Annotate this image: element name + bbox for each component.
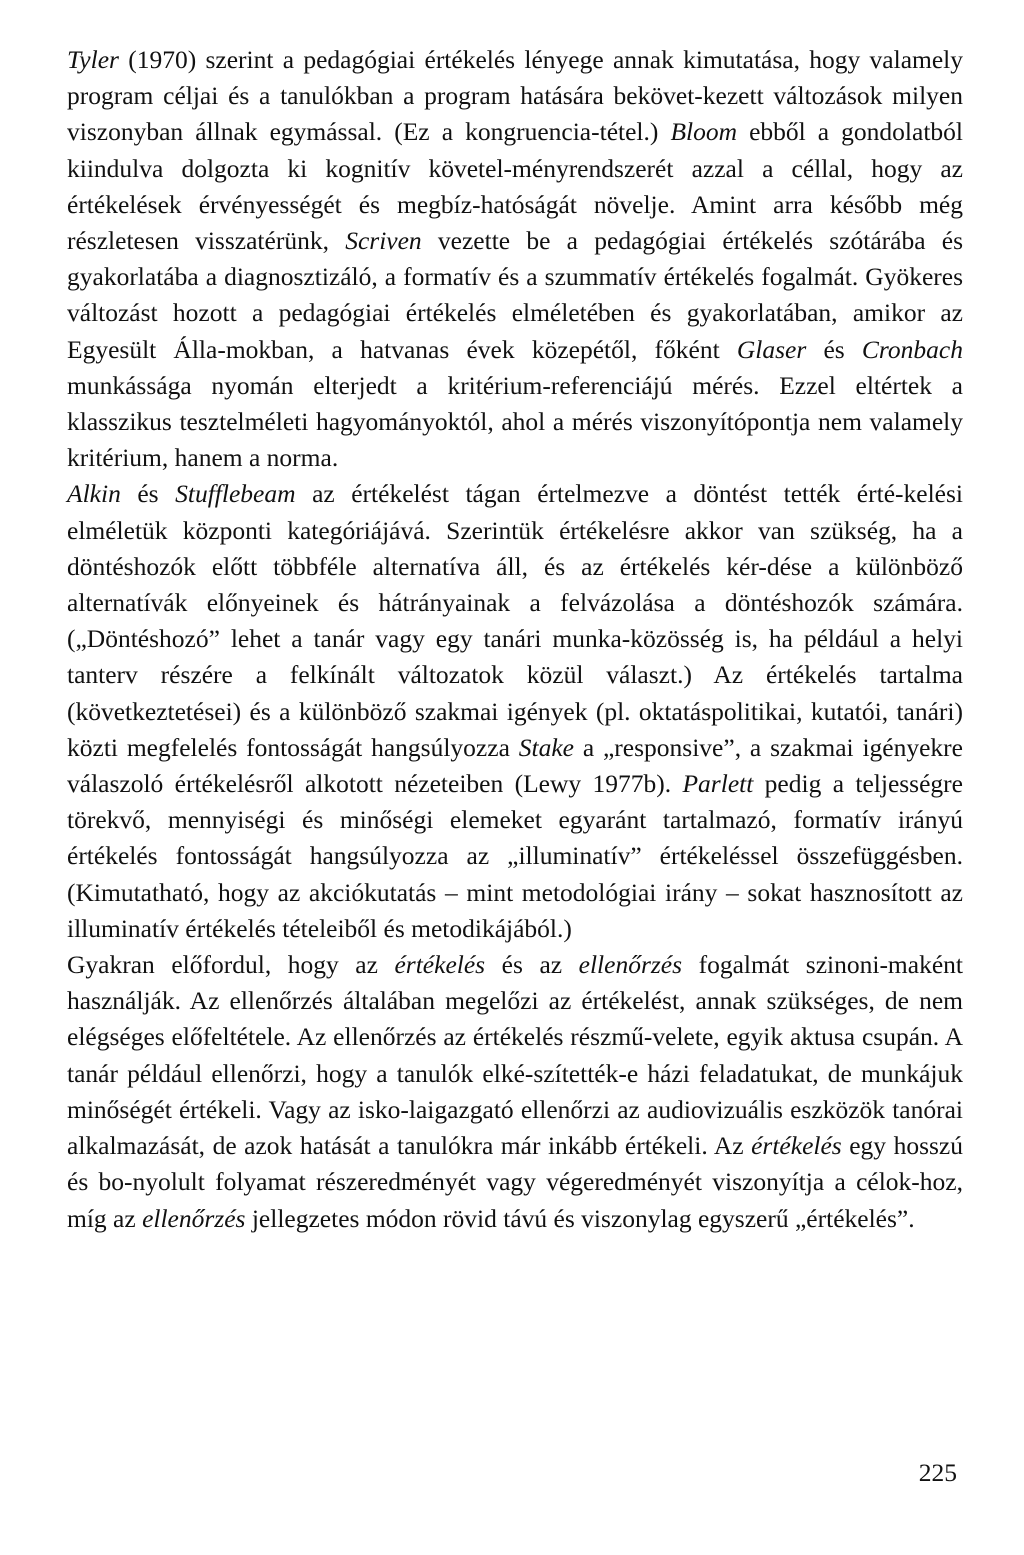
italic-name: Tyler — [67, 45, 119, 74]
italic-name: Bloom — [670, 117, 738, 147]
text-run: vezette be a pedagógiai értékelés szótárába és gyakorlatába a diagnosztizáló, a formatív és a szummatív értékelés fogalmát. Gyökeres változást hozott a pedagógiai értékelés elméletében és gyakorlatában, amikor az Egyesült Álla-mokban, a hatvanas évek közepétől, főként — [67, 226, 964, 364]
text-run: a „responsive”, a szakmai igényekre válaszoló értékelésről alkotott nézeteiben (Lewy 1977b). — [67, 732, 963, 799]
text-run: Gyakran előfordul, hogy az — [67, 950, 395, 980]
italic-name: Glaser — [736, 334, 807, 364]
paragraph-2 — [67, 476, 963, 947]
italic-name: Stake — [518, 732, 574, 762]
italic-name: Stufflebeam — [175, 479, 296, 509]
text-run: munkássága nyomán elterjedt a kritérium-referenciájú mérés. Ezzel eltértek a klasszikus tesztelméleti hagyományoktól, ahol a mérés viszonyítópontja nem valamely kritérium, hanem a norma. — [67, 370, 963, 473]
italic-name: Scriven — [345, 226, 422, 256]
text-run: és — [806, 334, 862, 364]
paragraph-1 — [67, 42, 963, 476]
italic-name: Alkin — [67, 479, 121, 509]
text-run: és — [120, 479, 176, 509]
text-run: az értékelést tágan értelmezve a döntést tették érté-kelési elméletük központi kategóriájává. Szerintük értékelésre akkor van szükség, ha a döntéshozók előtt többféle alternatíva áll, és az értékelés kér-dése a különböző alternatívák előnyeinek és hátrányainak a felvázolása a döntéshozók számára. („Döntéshozó” lehet a tanár vagy egy tanári munka-közösség is, ha például a helyi tanterv részére a felkínált változatok közül választ.) Az értékelés tartalma (következtetései) és a különböző szakmai igények (pl. oktatáspolitikai, kutatói, tanári) közti megfelelés fontosságát hangsúlyozza — [67, 479, 963, 762]
italic-name: Cronbach — [861, 334, 963, 364]
text-run: pedig a teljességre törekvő, mennyiségi és minőségi elemeket egyaránt tartalmazó, formatív irányú értékelés fontosságát hangsúlyozza az „illuminatív” értékeléssel összefüggésben. (Kimutatható, hogy az akciókutatás – mint metodológiai irány – sokat hasznosított az illuminatív értékelés tételeiből és metodikájából.) — [67, 769, 963, 943]
text-run: és az — [485, 950, 579, 980]
italic-name: értékelés — [751, 1131, 842, 1161]
text-run: ebből a gondolatból kiindulva dolgozta ki kognitív követel-ményrendszerét azzal a céllal, hogy az értékelések érvényességét és megbíz-hatóságát növelje. Amint arra később még részletesen visszatérünk, — [67, 117, 964, 256]
text-run: jellegzetes módon rövid távú és viszonylag egyszerű „értékelés”. — [245, 1203, 915, 1233]
italic-name: ellenőrzés — [578, 950, 683, 980]
text-run: fogalmát szinoni-maként használják. Az ellenőrzés általában megelőzi az értékelést, annak szükséges, de nem elégséges előfeltétele. Az ellenőrzés az értékelés részmű-velete, egyik aktusa csupán. A tanár például ellenőrzi, hogy a tanulók elké-szítették-e házi feladatukat, de munkájuk minőségét értékeli. Vagy az isko-laigazgató ellenőrzi az audiovizuális eszközök tanórai alkalmazását, de azok hatását a tanulókra már inkább értékeli. Az — [67, 950, 963, 1161]
text-run: egy hosszú és bo-nyolult folyamat részeredményét vagy végeredményét viszonyítja a célok-hoz, míg az — [67, 1131, 963, 1233]
paragraph-3 — [67, 947, 963, 1237]
italic-name: értékelés — [394, 950, 486, 980]
italic-name: Parlett — [682, 769, 754, 799]
text-run: (1970) szerint a pedagógiai értékelés lényege annak kimutatása, hogy valamely program céljai és a tanulókban a program hatására bekövet-kezett változások milyen viszonyban állnak egymással. (Ez a kongruencia-tétel.) — [67, 45, 963, 147]
page-number: 225 — [918, 1458, 957, 1487]
page-body — [67, 42, 963, 1512]
italic-name: ellenőrzés — [142, 1203, 246, 1233]
